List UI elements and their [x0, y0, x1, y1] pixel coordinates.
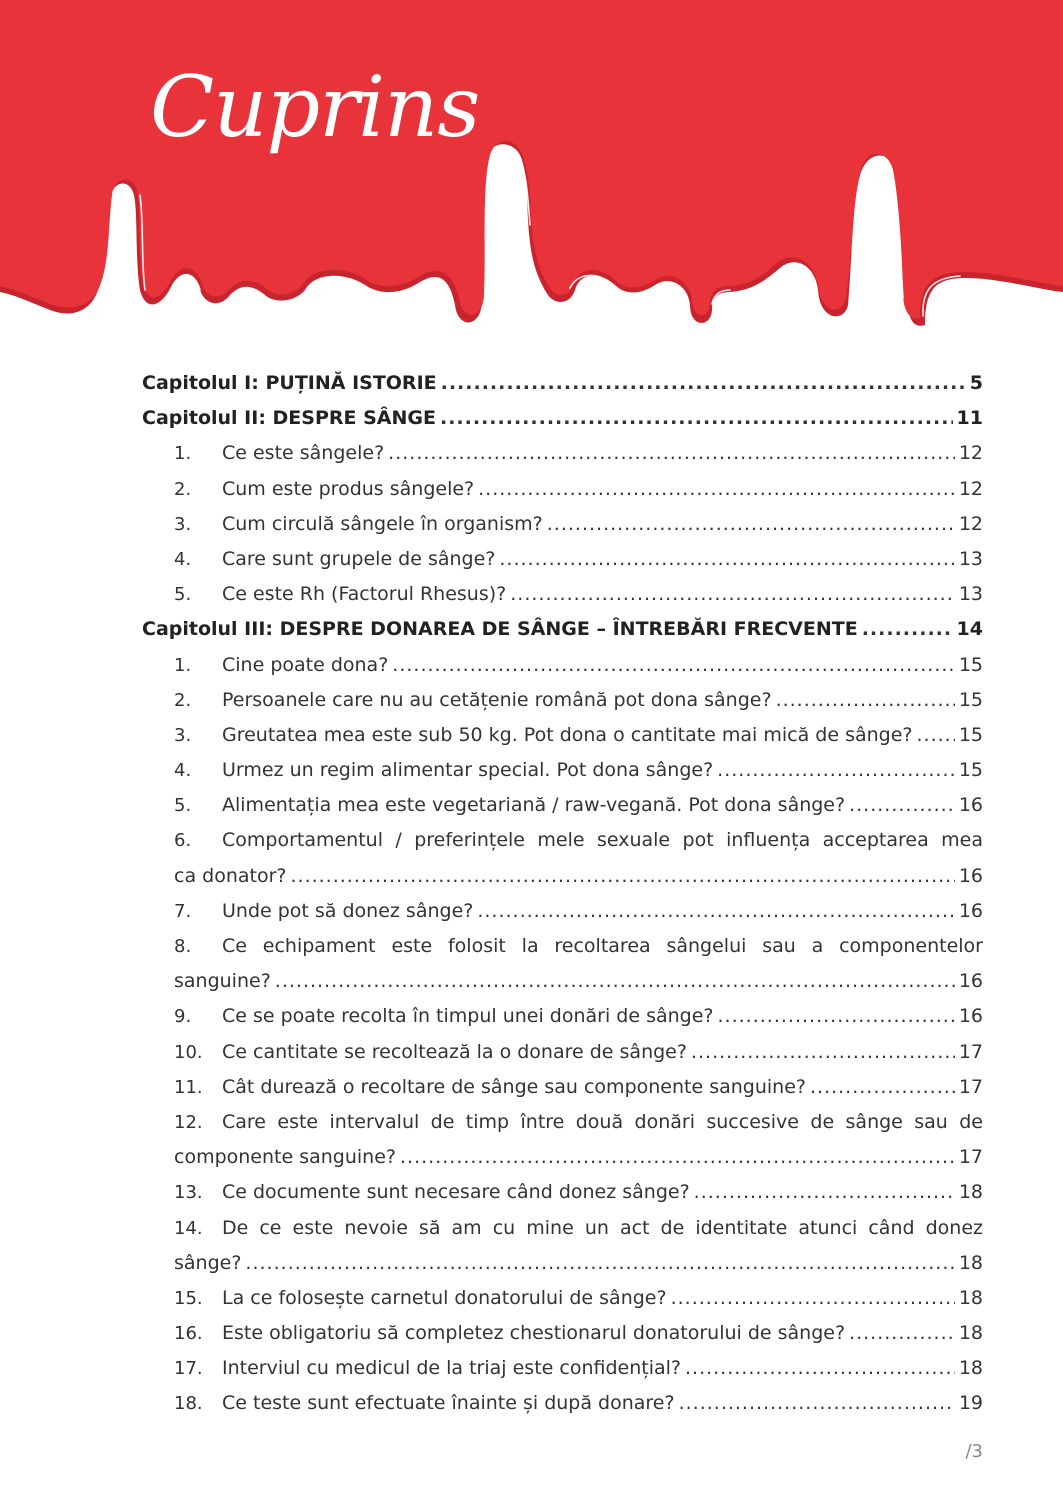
item-title: Este obligatoriu să completez chestionarul donatorului de sânge?: [222, 1322, 846, 1345]
dot-leader: [718, 999, 955, 1034]
chapter-title: Capitolul I: PUȚINĂ ISTORIE: [142, 372, 437, 394]
item-page: 15: [958, 723, 983, 746]
toc-item[interactable]: [142, 1316, 983, 1351]
item-page: 16: [958, 1005, 983, 1028]
toc-item[interactable]: [142, 999, 983, 1034]
item-page: 19: [958, 1392, 983, 1415]
toc-item[interactable]: [142, 718, 983, 753]
toc-chapter-2[interactable]: [142, 401, 983, 436]
dot-leader: [392, 648, 955, 683]
item-page: 15: [958, 759, 983, 782]
item-page: 18: [958, 1181, 983, 1204]
item-title: Ce documente sunt necesare când donez sânge?: [222, 1181, 690, 1204]
item-number: 3.: [174, 513, 192, 535]
item-page: 16: [958, 970, 983, 993]
item-title-line2: componente sanguine?: [174, 1146, 396, 1169]
item-number: 1.: [174, 443, 192, 465]
header-banner: [0, 0, 1063, 340]
item-title: Interviul cu medicul de la triaj este confidențial?: [222, 1357, 681, 1380]
item-page: 17: [958, 1146, 983, 1169]
chapter-2-items: [142, 436, 983, 612]
toc-chapter-3[interactable]: [142, 612, 983, 647]
dot-leader: [717, 753, 955, 788]
item-title-line1: De ce este nevoie să am cu mine un act de identitate atunci când donez: [222, 1216, 983, 1239]
item-title: Greutatea mea este sub 50 kg. Pot dona o cantitate mai mică de sânge?: [222, 723, 913, 746]
dot-leader: [290, 859, 954, 894]
item-title: Alimentația mea este vegetariană / raw-vegană. Pot dona sânge?: [222, 794, 846, 817]
item-title: Care sunt grupele de sânge?: [222, 547, 496, 570]
chapter-page: 11: [956, 407, 983, 430]
page-title: Cuprins: [150, 58, 480, 156]
toc-item[interactable]: [142, 472, 983, 507]
dot-leader: [685, 1351, 955, 1386]
dot-leader: [547, 507, 955, 542]
item-number: 14.: [174, 1217, 203, 1239]
item-page: 12: [958, 442, 983, 465]
item-number: 9.: [174, 1006, 192, 1028]
toc-item[interactable]: [142, 542, 983, 577]
item-page: 18: [958, 1286, 983, 1309]
item-page: 17: [958, 1075, 983, 1098]
dot-leader: [478, 472, 955, 507]
page-number: /3: [965, 1441, 983, 1462]
chapter-title: Capitolul III: DESPRE DONAREA DE SÂNGE – ÎNTREBĂRI FRECVENTE: [142, 618, 858, 641]
item-page: 16: [958, 864, 983, 887]
dot-leader: [776, 683, 955, 718]
dot-leader: [441, 366, 966, 401]
dot-leader: [400, 1140, 955, 1175]
toc-item[interactable]: [142, 1175, 983, 1210]
toc-item-continuation[interactable]: [142, 859, 983, 894]
item-page: 13: [958, 583, 983, 606]
item-page: 18: [958, 1322, 983, 1345]
item-title: Unde pot să donez sânge?: [222, 899, 474, 922]
item-page: 15: [958, 688, 983, 711]
item-title-line2: ca donator?: [174, 864, 287, 887]
item-number: 16.: [174, 1323, 203, 1345]
item-page: 16: [958, 794, 983, 817]
chapter-title: Capitolul II: DESPRE SÂNGE: [142, 407, 436, 430]
chapter-3-items: [142, 648, 983, 1422]
item-number: 7.: [174, 900, 192, 922]
dot-leader: [499, 542, 954, 577]
dot-leader: [388, 436, 955, 471]
item-number: 18.: [174, 1393, 203, 1415]
item-number: 11.: [174, 1076, 203, 1098]
item-page: 13: [958, 547, 983, 570]
item-number: 3.: [174, 724, 192, 746]
toc-item[interactable]: [142, 683, 983, 718]
toc-item-continuation[interactable]: [142, 964, 983, 999]
chapter-page: 5: [969, 372, 983, 394]
dot-leader: [694, 1175, 955, 1210]
item-number: 10.: [174, 1041, 203, 1063]
toc-item[interactable]: [142, 894, 983, 929]
dot-leader: [510, 577, 955, 612]
item-title: Ce se poate recolta în timpul unei donări de sânge?: [222, 1005, 714, 1028]
toc-item[interactable]: [142, 1070, 983, 1105]
item-page: 17: [958, 1040, 983, 1063]
item-title-line1: Comportamentul / preferințele mele sexuale pot influența acceptarea mea: [222, 829, 983, 852]
item-number: 2.: [174, 478, 192, 500]
chapter-page: 14: [956, 618, 983, 641]
item-page: 18: [958, 1357, 983, 1380]
item-title: Ce cantitate se recoltează la o donare de sânge?: [222, 1040, 687, 1063]
item-page: 18: [958, 1251, 983, 1274]
item-number: 15.: [174, 1287, 203, 1309]
dot-leader: [810, 1070, 955, 1105]
item-title: Cât durează o recoltare de sânge sau componente sanguine?: [222, 1075, 806, 1098]
dot-leader: [440, 401, 953, 436]
item-number: 6.: [174, 830, 192, 852]
item-number: 17.: [174, 1358, 203, 1380]
item-title: Cine poate dona?: [222, 653, 389, 676]
toc-item[interactable]: [142, 1035, 983, 1070]
dot-leader: [862, 612, 953, 647]
item-number: 4.: [174, 548, 192, 570]
item-title: Cum este produs sângele?: [222, 477, 475, 500]
dot-leader: [275, 964, 955, 999]
item-number: 2.: [174, 689, 192, 711]
toc-item[interactable]: [142, 823, 983, 858]
item-number: 13.: [174, 1182, 203, 1204]
toc-item[interactable]: [142, 1351, 983, 1386]
item-number: 5.: [174, 795, 192, 817]
toc-chapter-1[interactable]: [142, 366, 983, 401]
item-number: 5.: [174, 584, 192, 606]
dot-leader: [671, 1281, 955, 1316]
toc-item-continuation[interactable]: [142, 1140, 983, 1175]
toc-item[interactable]: [142, 577, 983, 612]
item-number: 1.: [174, 654, 192, 676]
item-title-line1: Ce echipament este folosit la recoltarea sângelui sau a componentelor: [222, 935, 983, 957]
dot-leader: [849, 788, 955, 823]
dot-leader: [849, 1316, 955, 1351]
table-of-contents: [142, 366, 983, 1422]
toc-item[interactable]: [142, 788, 983, 823]
item-title-line1: Care este intervalul de timp între două donări succesive de sânge sau de: [222, 1110, 983, 1133]
item-title: Ce este Rh (Factorul Rhesus)?: [222, 583, 507, 606]
item-title: Ce este sângele?: [222, 442, 385, 465]
toc-item[interactable]: [142, 436, 983, 471]
toc-item[interactable]: [142, 929, 983, 964]
dot-leader: [477, 894, 954, 929]
item-page: 12: [958, 477, 983, 500]
dot-leader: [917, 718, 955, 753]
item-page: 12: [958, 512, 983, 535]
toc-item[interactable]: [142, 507, 983, 542]
dot-leader: [679, 1386, 955, 1421]
dot-leader: [245, 1246, 954, 1281]
dot-leader: [691, 1035, 955, 1070]
blood-drip-main: [0, 0, 1063, 318]
item-title-line2: sanguine?: [174, 970, 271, 993]
item-number: 12.: [174, 1111, 203, 1133]
item-title-line2: sânge?: [174, 1251, 242, 1274]
item-number: 4.: [174, 760, 192, 782]
toc-item[interactable]: [142, 1281, 983, 1316]
toc-item[interactable]: [142, 1105, 983, 1140]
item-title: Urmez un regim alimentar special. Pot dona sânge?: [222, 759, 714, 782]
toc-item[interactable]: [142, 1386, 983, 1421]
item-page: 16: [958, 899, 983, 922]
toc-item[interactable]: [142, 753, 983, 788]
item-page: 15: [958, 653, 983, 676]
item-title: La ce folosește carnetul donatorului de sânge?: [222, 1286, 667, 1309]
toc-item-continuation[interactable]: [142, 1246, 983, 1281]
item-title: Cum circulă sângele în organism?: [222, 512, 543, 535]
item-title: Ce teste sunt efectuate înainte și după donare?: [222, 1392, 675, 1415]
toc-item[interactable]: [142, 1211, 983, 1246]
item-number: 8.: [174, 936, 192, 957]
item-title: Persoanele care nu au cetățenie română pot dona sânge?: [222, 688, 772, 711]
toc-item[interactable]: [142, 648, 983, 683]
